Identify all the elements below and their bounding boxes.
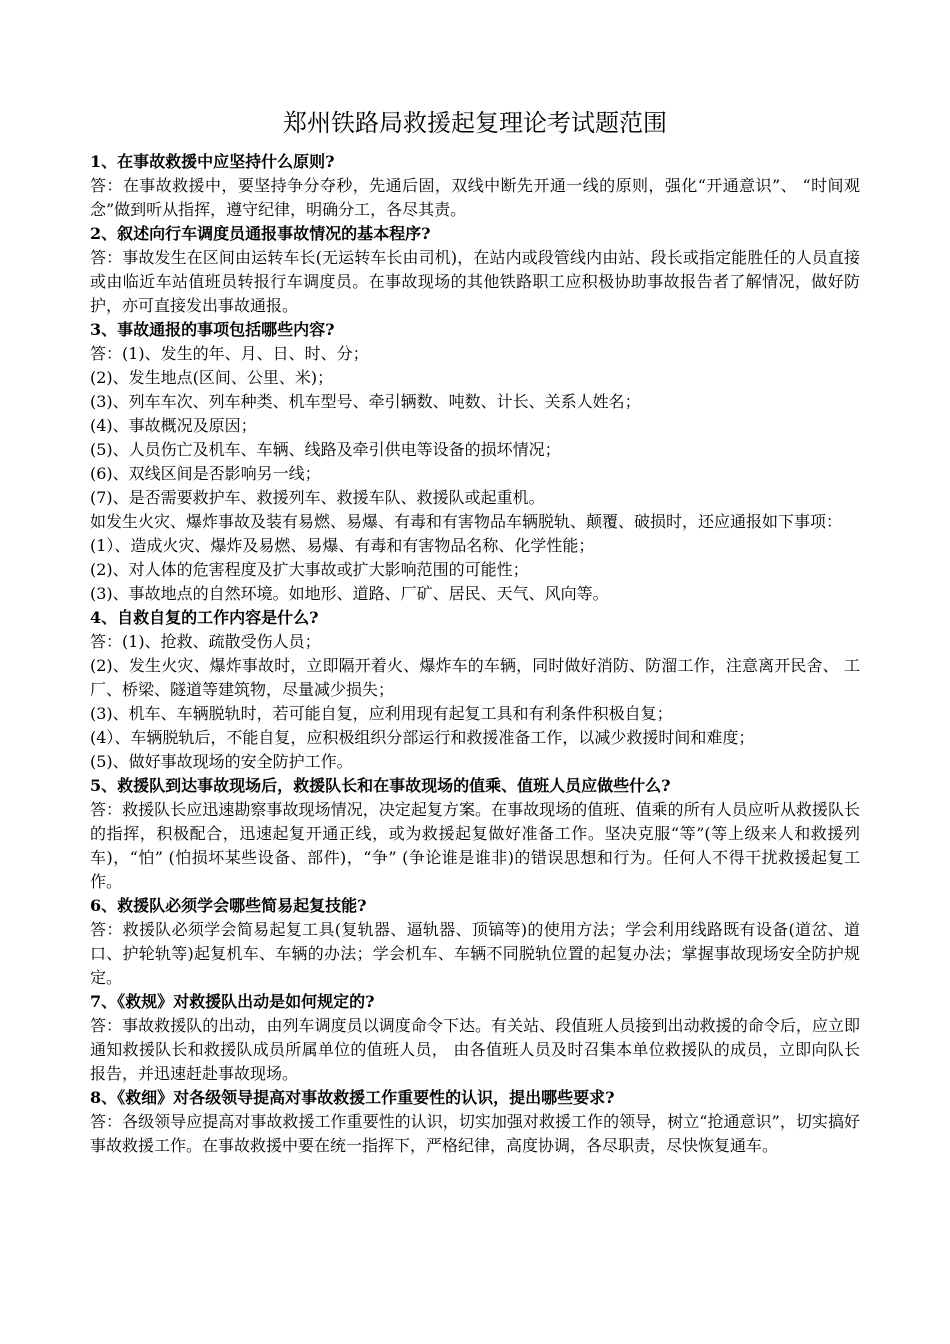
answer-paragraph: (7)、是否需要救护车、救援列车、救援车队、救援队或起重机。 [90,488,545,507]
answer-paragraph: (3)、机车、车辆脱轨时，若可能自复，应利用现有起复工具和有利条件积极自复； [90,704,673,723]
qa-section [90,894,860,990]
answer-paragraph: 答：各级领导应提高对事故救援工作重要性的认识，切实加强对救援工作的领导，树立“抢通意识”，切实搞好事故救援工作。在事故救援中要在统一指挥下，严格纪律，高度协调，各尽职责，尽快恢复通车。 [90,1112,860,1155]
qa-section [90,990,860,1086]
qa-section [90,222,860,318]
answer-paragraph: 答：(1)、发生的年、月、日、时、分； [90,344,369,363]
answer-paragraph: (4）、车辆脱轨后，不能自复，应积极组织分部运行和救援准备工作，以减少救援时间和难度； [90,728,755,747]
qa-section [90,1086,860,1158]
answer-paragraph: 答：在事故救援中，要坚持争分夺秒，先通后固，双线中断先开通一线的原则，强化“开通意识”、 “时间观念”做到听从指挥，遵守纪律，明确分工，各尽其责。 [90,176,860,219]
answer-paragraph: (3)、列车车次、列车种类、机车型号、牵引辆数、吨数、计长、关系人姓名； [90,392,641,411]
answer-paragraph: (3)、事故地点的自然环境。如地形、道路、厂矿、居民、天气、风向等。 [90,584,609,603]
page-title: 郑州铁路局救援起复理论考试题范围 [283,109,667,137]
answer-paragraph: (2)、对人体的危害程度及扩大事故或扩大影响范围的可能性； [90,560,529,579]
qa-section [90,774,860,894]
question-heading: 2、叙述向行车调度员通报事故情况的基本程序? [90,224,431,243]
answer-paragraph: 答：(1)、抢救、疏散受伤人员； [90,632,321,651]
question-heading: 6、救援队必须学会哪些简易起复技能? [90,896,367,915]
answer-paragraph: (2)、发生火灾、爆炸事故时，立即隔开着火、爆炸车的车辆，同时做好消防、防溜工作，注意离开民舍、 工厂、桥梁、隧道等建筑物，尽量减少损失； [90,656,860,699]
answer-paragraph: (4)、事故概况及原因； [90,416,257,435]
qa-section [90,150,860,222]
question-heading: 5、救援队到达事故现场后，救援队长和在事故现场的值乘、值班人员应做些什么? [90,776,671,795]
answer-paragraph: (5)、做好事故现场的安全防护工作。 [90,752,353,771]
question-heading: 3、事故通报的事项包括哪些内容? [90,320,335,339]
answer-paragraph: (2)、发生地点(区间、公里、米)； [90,368,334,387]
qa-section [90,318,860,606]
answer-paragraph: 答：救援队长应迅速勘察事故现场情况，决定起复方案。在事故现场的值班、值乘的所有人员应听从救援队长的指挥，积极配合，迅速起复开通正线，或为救援起复做好准备工作。坚决克服“等”(等上级来人和救援列车)，“怕” (怕损坏某些设备、部件)，“争” (争论谁是谁非)的错误思想和行为。任何人不得干扰救援起复工作。 [90,800,860,891]
answer-paragraph: 答：救援队必须学会简易起复工具(复轨器、逼轨器、顶镐等)的使用方法；学会利用线路既有设备(道岔、道口、护轮轨等)起复机车、车辆的办法；学会机车、车辆不同脱轨位置的起复办法；掌握事故现场安全防护规定。 [90,920,860,987]
answer-paragraph: 如发生火灾、爆炸事故及装有易燃、易爆、有毒和有害物品车辆脱轨、颠覆、破损时，还应通报如下事项： [90,512,843,531]
qa-section [90,606,860,774]
answer-paragraph: (1）、造成火灾、爆炸及易燃、易爆、有毒和有害物品名称、化学性能； [90,536,595,555]
answer-paragraph: (6)、双线区间是否影响另一线； [90,464,321,483]
answer-paragraph: 答：事故救援队的出动，由列车调度员以调度命令下达。有关站、段值班人员接到出动救援的命令后，应立即通知救援队长和救援队成员所属单位的值班人员， 由各值班人员及时召集本单位救援队的成员，立即向队长报告，并迅速赶赴事故现场。 [90,1016,860,1083]
question-heading: 8、《救细》对各级领导提高对事故救援工作重要性的认识，提出哪些要求? [90,1088,615,1107]
question-heading: 1、在事故救援中应坚持什么原则? [90,152,335,171]
answer-paragraph: 答：事故发生在区间由运转车长(无运转车长由司机)，在站内或段管线内由站、段长或指定能胜任的人员直接或由临近车站值班员转报行车调度员。在事故现场的其他铁路职工应积极协助事故报告者了解情况，做好防护，亦可直接发出事故通报。 [90,248,860,315]
answer-paragraph: (5)、人员伤亡及机车、车辆、线路及牵引供电等设备的损坏情况； [90,440,561,459]
question-heading: 7、《救规》对救援队出动是如何规定的? [90,992,375,1011]
question-heading: 4、自救自复的工作内容是什么? [90,608,319,627]
document-body [90,150,860,1158]
